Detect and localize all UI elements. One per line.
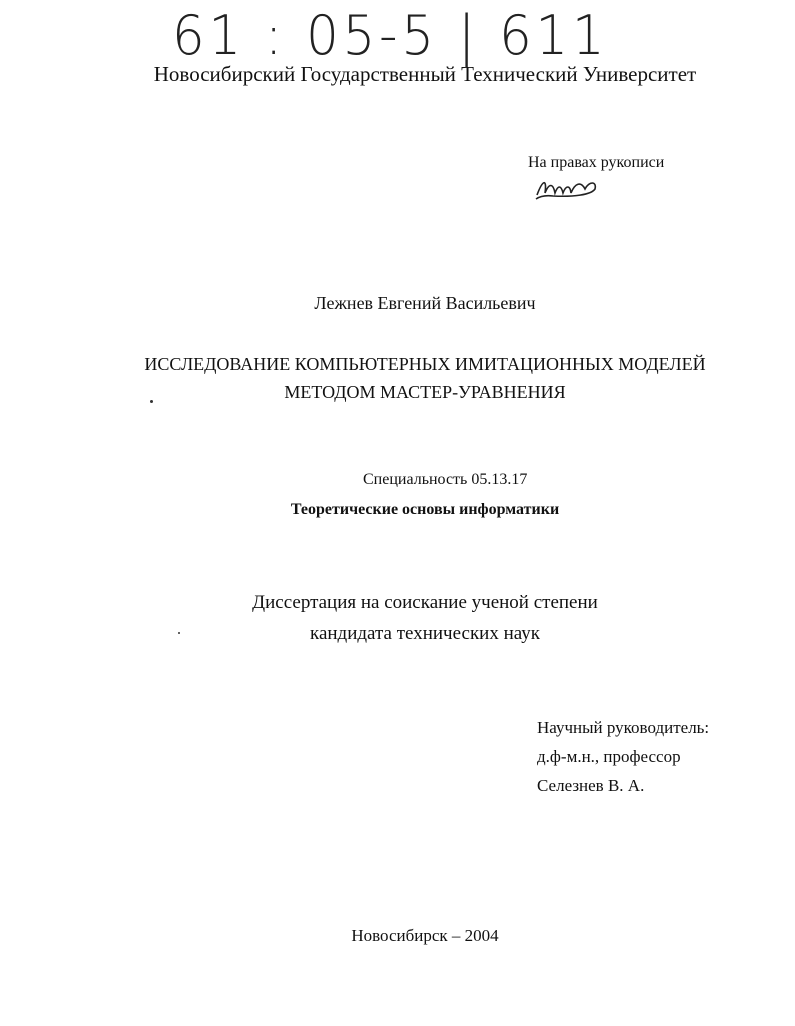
thesis-title-line-2: МЕТОДОМ МАСТЕР-УРАВНЕНИЯ (284, 382, 566, 402)
city-year: Новосибирск – 2004 (351, 926, 499, 945)
handwritten-catalog-code: 61 : 05-5 | 611 (172, 4, 609, 67)
author-name: Лежнев Евгений Васильевич (314, 293, 536, 313)
specialty-code: Специальность 05.13.17 (363, 471, 528, 488)
signature-icon (533, 175, 603, 203)
specialty-name: Теоретические основы информатики (290, 501, 560, 518)
supervisor-name: Селезнев В. А. (537, 776, 645, 795)
scan-speck (178, 632, 180, 634)
dissertation-line-1: Диссертация на соискание ученой степени (252, 592, 598, 613)
dissertation-line-2: кандидата технических наук (310, 623, 540, 644)
scan-speck (150, 400, 153, 403)
university-name: Новосибирский Государственный Технический Университет (153, 62, 697, 86)
thesis-title-line-1: ИССЛЕДОВАНИЕ КОМПЬЮТЕРНЫХ ИМИТАЦИОННЫХ МОДЕЛЕЙ (144, 354, 706, 374)
manuscript-note: На правах рукописи (528, 154, 665, 171)
supervisor-label: Научный руководитель: (537, 718, 710, 737)
supervisor-degree: д.ф-м.н., профессор (537, 747, 681, 766)
